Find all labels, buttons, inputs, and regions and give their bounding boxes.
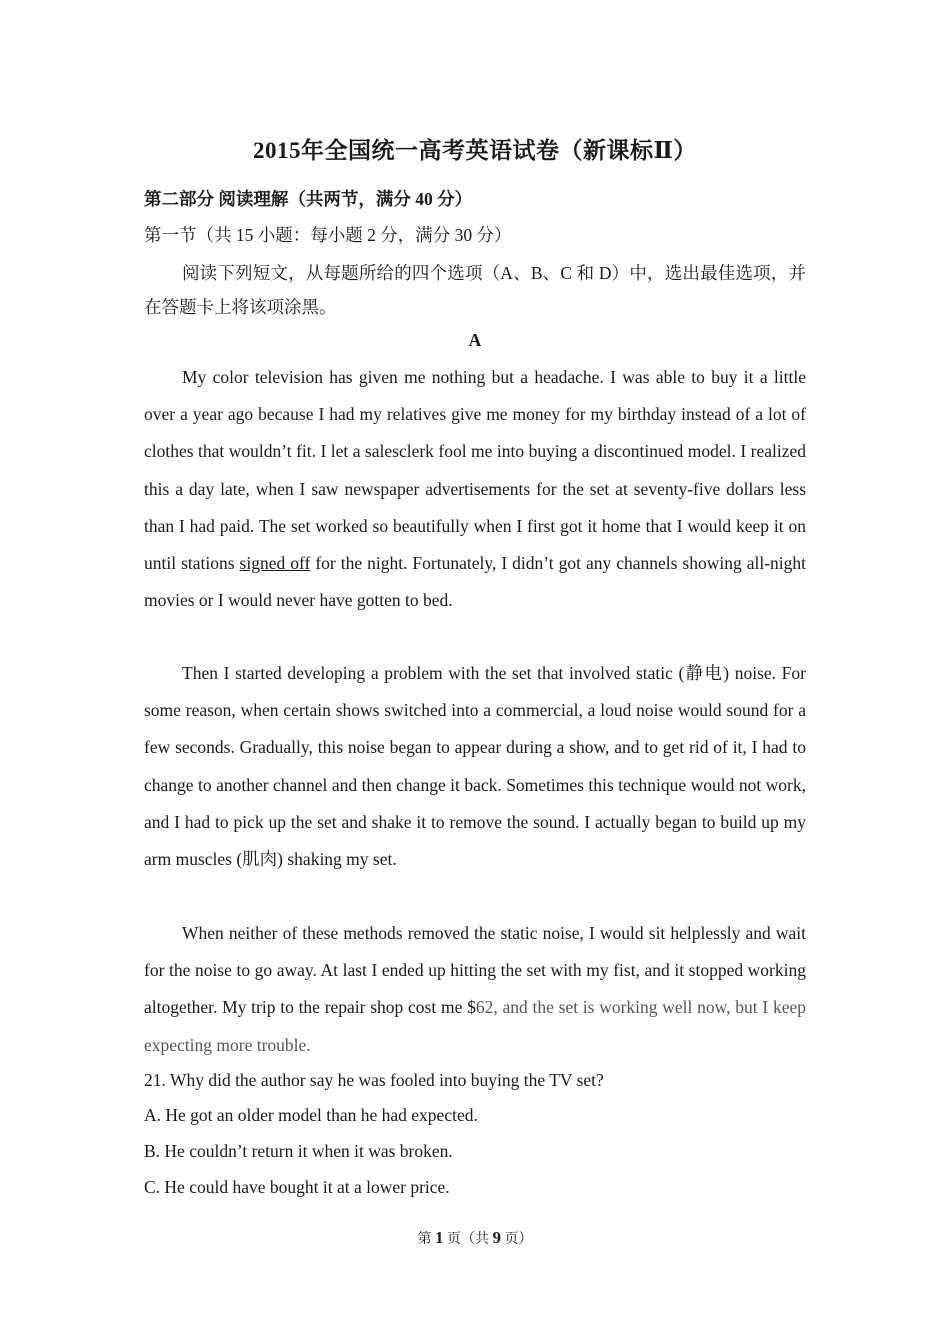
paragraph-3-faded-text: 62, and the set is working well now, but I keep expecting more trouble. [144, 997, 806, 1055]
footer-page-number: 1 [435, 1228, 444, 1247]
instructions: 阅读下列短文，从每题所给的四个选项（A、B、C 和 D）中，选出最佳选项，并在答题卡上将该项涂黑。 [144, 263, 806, 317]
paragraph-3-text: When neither of these methods removed the static noise, I would sit helplessly and wait for the noise to go away. At last I ended up hitting the set with my fist, and it stopped working altogether. My trip to the repair shop cost me $ [144, 923, 806, 1018]
option-c: C. He could have bought it at a lower price. [144, 1177, 450, 1197]
option-b: B. He couldn’t return it when it was broken. [144, 1141, 453, 1161]
passage-paragraph-2: Then I started developing a problem with the set that involved static (静电) noise. For some reason, when certain shows switched into a commercial, a loud noise would sound for a few seconds. Gradually, this noise began to appear during a show, and to get rid of it, I had to change to another channel and then change it back. Sometimes this technique would not work, and I had to pick up the set and shake it to remove the sound. I actually began to build up my arm muscles (肌肉) shaking my set. [144, 663, 806, 870]
paragraph-1-text: My color television has given me nothing but a headache. I was able to buy it a little over a year ago because I had my relatives give me money for my birthday instead of a lot of clothes that wouldn’t fit. I let a salesclerk fool me into buying a discontinued model. I realized this a day late, when I saw newspaper advertisements for the set at seventy-five dollars less than I had paid. The set worked so beautifully when I first got it home that I would keep it on until stations [144, 367, 806, 574]
paragraph-1-text-end: for the night. Fortunately, I didn’t got any channels showing all-night movies or I would never have gotten to bed. [144, 553, 807, 611]
footer-middle: 页（共 [443, 1232, 493, 1247]
question-stem: 21. Why did the author say he was fooled into buying the TV set? [144, 1070, 604, 1090]
subsection-heading: 第一节（共 15 小题：每小题 2 分，满分 30 分） [144, 225, 512, 245]
exam-title: 2015年全国统一高考英语试卷（新课标Ⅱ） [253, 138, 697, 163]
footer-suffix: 页） [501, 1232, 533, 1247]
page-footer [0, 1228, 950, 1248]
section-heading: 第二部分 阅读理解（共两节，满分 40 分） [144, 189, 473, 209]
footer-total-pages: 9 [492, 1228, 501, 1247]
passage-paragraph-1 [144, 359, 806, 619]
underlined-phrase: signed off [239, 553, 311, 574]
passage-label: A [468, 330, 482, 350]
footer-prefix: 第 [417, 1232, 435, 1247]
passage-paragraph-3 [144, 915, 806, 1064]
option-a: A. He got an older model than he had expected. [144, 1105, 478, 1125]
